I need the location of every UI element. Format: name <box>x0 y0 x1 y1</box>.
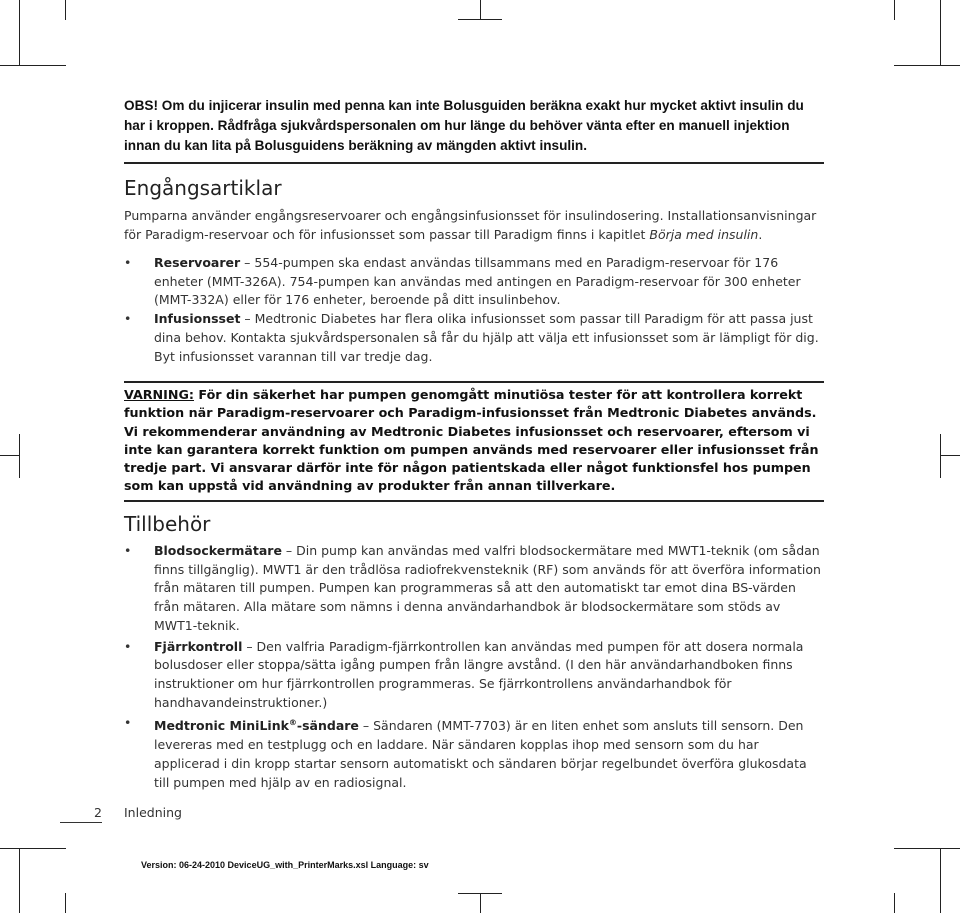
warning-text: För din säkerhet har pumpen genomgått minutiösa tester för att kontrollera korrekt funktion när Paradigm-reservoarer och Paradigm-infusionsset från Medtronic Diabetes används. Vi rekommenderar användning av Medtronic Diabetes infusionsset och reservoarer, eftersom vi inte kan garantera korrekt funktion om pumpen används med reservoarer eller infusionsset från tredje part. Vi ansvarar därför inte för någon patientskada eller något funktionsfel hos pumpen som kan uppstå vid användning av produkter från annan tillverkare. <box>124 387 819 494</box>
obs-note: OBS! Om du injicerar insulin med penna kan inte Bolusguiden beräkna exakt hur mycket aktivt insulin du har i kroppen. Rådfråga sjukvårdspersonalen om hur länge du behöver vänta efter en manuell injektion innan du kan lita på Bolusguidens beräkning av mängden aktivt insulin. <box>124 96 824 164</box>
item-term: Infusionsset <box>154 311 241 327</box>
page-number: 2 <box>60 805 102 823</box>
item-term: Fjärrkontroll <box>154 638 243 654</box>
version-line: Version: 06-24-2010 DeviceUG_with_PrinterMarks.xsl Language: sv <box>141 860 429 870</box>
item-term-suffix: -sändare <box>296 718 359 734</box>
item-term: Reservoarer <box>154 255 241 270</box>
item-text: – Den valfria Paradigm-fjärrkontrollen kan användas med pumpen för att dosera normala bolusdoser eller stoppa/sätta igång pumpen från längre avstånd. (I den här användarhandboken finns instruktioner om hur fjärrkontrollen programmeras. Se fjärrkontrollens användarhandbok för handhavandeinstruktioner.) <box>154 638 804 710</box>
warning-label: VARNING: <box>124 387 194 402</box>
bullet-icon: • <box>124 638 132 654</box>
list-item <box>124 638 824 713</box>
item-term: Blodsockermätare <box>154 543 282 558</box>
page-content <box>124 96 824 164</box>
bullet-icon: • <box>124 543 132 558</box>
bullet-icon: • <box>124 311 132 327</box>
list-item <box>124 310 824 366</box>
list-item <box>124 714 824 792</box>
section-heading-tillbehor: Tillbehör <box>124 512 211 536</box>
item-text: – Sändaren (MMT-7703) är en liten enhet som ansluts till sensorn. Den levereras med en testplugg och en laddare. När sändaren kopplas ihop med sensorn som du har applicerad i din kropp startar sensorn automatiskt och sändaren börjar regelbundet överföra glukosdata till pumpen med hjälp av en radiosignal. <box>154 718 807 790</box>
supplies-list <box>124 254 824 366</box>
item-term-sup: ® <box>288 718 297 728</box>
warning-box <box>124 381 824 502</box>
section-heading-engangsartiklar: Engångsartiklar <box>124 176 282 200</box>
bullet-icon: • <box>124 715 132 731</box>
intro-end: . <box>758 227 763 242</box>
list-item <box>124 542 824 636</box>
footer-section: Inledning <box>124 805 182 820</box>
bullet-icon: • <box>124 255 132 270</box>
item-term: Medtronic MiniLink <box>154 718 289 734</box>
accessories-list <box>124 542 824 792</box>
section-intro <box>124 206 824 244</box>
item-text: – Medtronic Diabetes har flera olika infusionsset som passar till Paradigm för att passa just dina behov. Kontakta sjukvårdspersonalen så får du hjälp att välja ett infusionsset som är lämpligt för dig. Byt infusionsset varannan till var tredje dag. <box>154 311 819 364</box>
item-text: – Din pump kan användas med valfri blodsockermätare med MWT1-teknik (om sådan finns tillgänglig). MWT1 är den trådlösa radiofrekvensteknik (RF) som används för att överföra information från mätaren till pumpen. Pumpen kan programmeras så att den automatiskt tar emot dina BS-värden från mätaren. Alla mätare som nämns i denna användarhandbok är blodsockermätare som stöds av MWT1-teknik. <box>154 543 821 633</box>
list-item <box>124 254 824 310</box>
intro-emphasis: Börja med insulin <box>649 227 759 242</box>
intro-text: Pumparna använder engångsreservoarer och engångsinfusionsset för insulindosering. Installationsanvisningar för Paradigm-reservoar och för infusionsset som passar till Paradigm finns i kapitlet <box>124 208 817 242</box>
item-text: – 554-pumpen ska endast användas tillsammans med en Paradigm-reservoar för 176 enheter (MMT-326A). 754-pumpen kan användas med antingen en Paradigm-reservoar för 300 enheter (MMT-332A) eller för 176 enheter, beroende på ditt insulinbehov. <box>154 255 801 308</box>
